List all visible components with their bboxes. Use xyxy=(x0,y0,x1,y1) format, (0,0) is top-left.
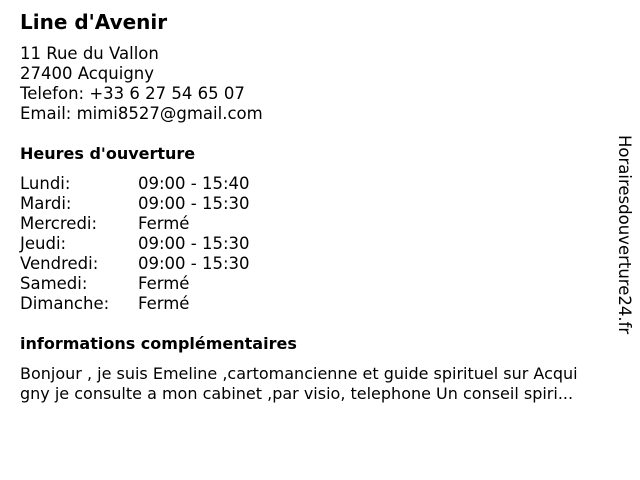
business-name: Line d'Avenir xyxy=(20,10,168,34)
day-label: Mercredi: xyxy=(20,214,98,233)
info-heading: informations complémentaires xyxy=(20,334,297,353)
description-line: gny je consulte a mon cabinet ,par visio, telephone Un conseil spiri... xyxy=(20,384,574,403)
day-label: Vendredi: xyxy=(20,254,99,273)
email-address: Email: mimi8527@gmail.com xyxy=(20,104,263,123)
time-value: Fermé xyxy=(138,294,190,313)
day-label: Jeudi: xyxy=(20,234,67,253)
business-description xyxy=(20,364,630,404)
time-value: 09:00 - 15:30 xyxy=(138,194,250,213)
day-label: Lundi: xyxy=(20,174,71,193)
watermark-text: Horairesdouverture24.fr xyxy=(615,135,634,335)
site-watermark xyxy=(611,135,639,345)
time-value: 09:00 - 15:30 xyxy=(138,234,250,253)
address-city: 27400 Acquigny xyxy=(20,64,155,83)
time-value: Fermé xyxy=(138,214,190,233)
time-value: 09:00 - 15:40 xyxy=(138,174,250,193)
description-line: Bonjour , je suis Emeline ,cartomancienne et guide spirituel sur Acqui xyxy=(20,364,578,383)
phone-number: Telefon: +33 6 27 54 65 07 xyxy=(20,84,245,103)
day-label: Dimanche: xyxy=(20,294,110,313)
time-value: 09:00 - 15:30 xyxy=(138,254,250,273)
day-label: Mardi: xyxy=(20,194,72,213)
business-contact xyxy=(20,44,263,124)
time-value: Fermé xyxy=(138,274,190,293)
day-label: Samedi: xyxy=(20,274,88,293)
address-street: 11 Rue du Vallon xyxy=(20,44,159,63)
hours-heading: Heures d'ouverture xyxy=(20,144,196,163)
